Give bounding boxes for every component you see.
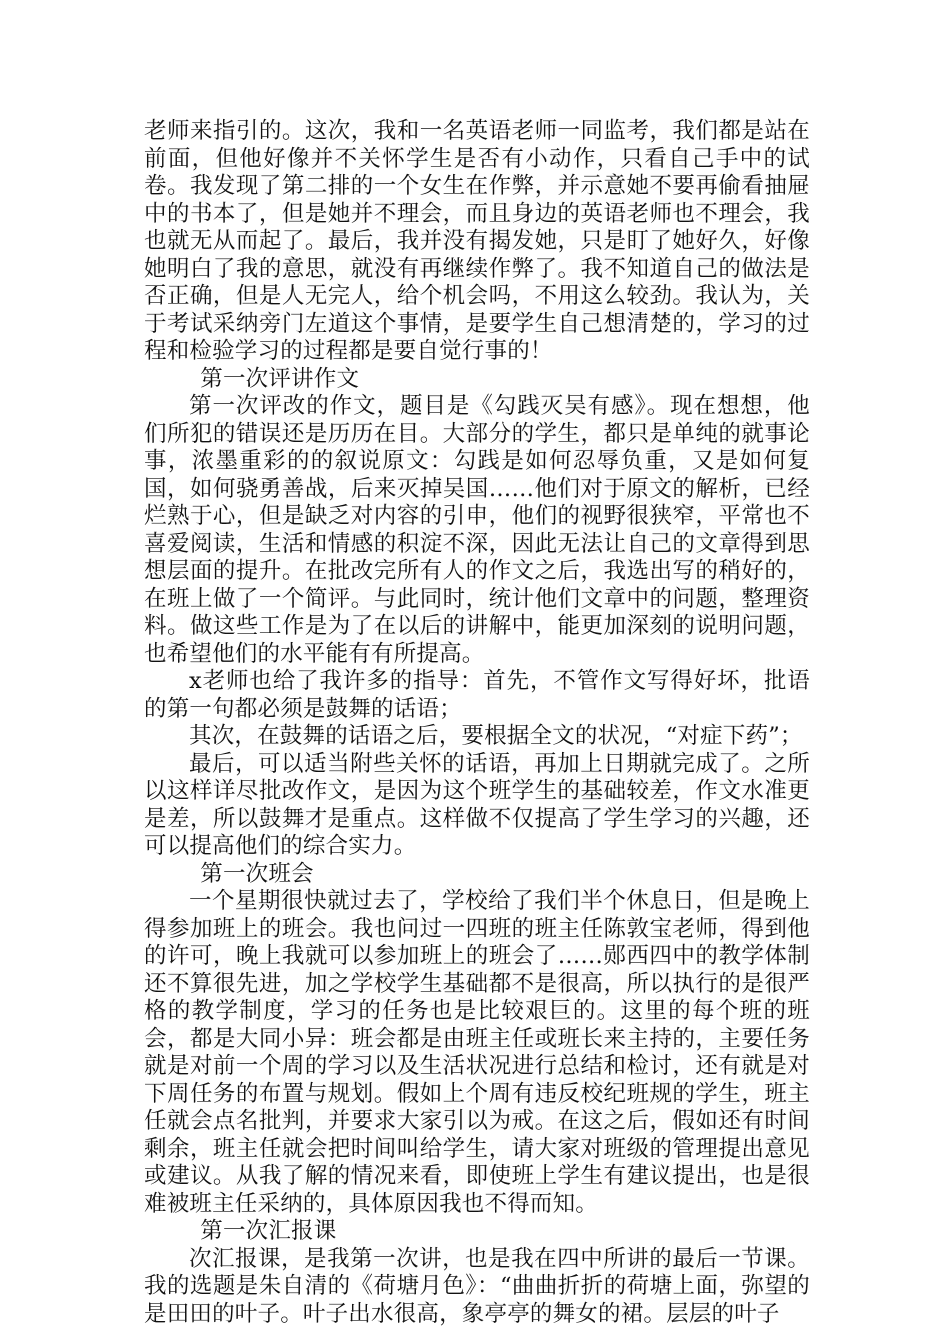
body-paragraph: 第一次评改的作文，题目是《勾践灭吴有感》。现在想想，他们所犯的错误还是历历在目。大部分的学生，都只是单纯的就事论事，浓墨重彩的的叙说原文：勾践是如何忍辱负重，又是如何复国，如何骁勇善战，后来灭掉吴国……他们对于原文的解析，已经烂熟于心，但是缺乏对内容的引申，他们的视野很狭窄，平常也不喜爱阅读，生活和情感的积淀不深，因此无法让自己的文章得到思想层面的提升。在批改完所有人的作文之后，我选出写的稍好的，在班上做了一个简评。与此同时，统计他们文章中的问题，整理资料。做这些工作是为了在以后的讲解中，能更加深刻的说明问题，也希望他们的水平能有有所提高。 (144, 393, 810, 667)
body-paragraph: 其次，在鼓舞的话语之后，要根据全文的状况，“对症下药”； (189, 723, 803, 749)
body-paragraph: 一个星期很快就过去了，学校给了我们半个休息日，但是晚上得参加班上的班会。我也问过一四班的班主任陈敦宝老师，得到他的许可，晚上我就可以参加班上的班会了……郧西四中的教学体制还不算很先进，加之学校学生基础都不是很高，所以执行的是很严格的教学制度，学习的任务也是比较艰巨的。这里的每个班的班会，都是大同小异：班会都是由班主任或班长来主持的，主要任务就是对前一个周的学习以及生活状况进行总结和检讨，还有就是对下周任务的布置与规划。假如上个周有违反校纪班规的学生，班主任就会点名批判，并要求大家引以为戒。在这之后，假如还有时间剩余，班主任就会把时间叫给学生，请大家对班级的管理提出意见或建议。从我了解的情况来看，即使班上学生有建议提出，也是很难被班主任采纳的，具体原因我也不得而知。 (144, 888, 810, 1217)
section-heading: 第一次班会 (200, 860, 314, 887)
body-paragraph: 老师来指引的。这次，我和一名英语老师一同监考，我们都是站在前面，但他好像并不关怀学生是否有小动作，只看自己手中的试卷。我发现了第二排的一个女生在作弊，并示意她不要再偷看抽屉中的书本了，但是她并不理会，而且身边的英语老师也不理会，我也就无从而起了。最后，我并没有揭发她，只是盯了她好久，好像她明白了我的意思，就没有再继续作弊了。我不知道自己的做法是否正确，但是人无完人，给个机会吗，不用这么较劲。我认为，关于考试采纳旁门左道这个事情，是要学生自己想清楚的，学习的过程和检验学习的过程都是要自觉行事的！ (144, 118, 810, 364)
section-heading: 第一次汇报课 (200, 1218, 337, 1244)
body-paragraph: x老师也给了我许多的指导：首先，不管作文写得好坏，批语的第一句都必须是鼓舞的话语； (144, 668, 810, 722)
body-paragraph: 最后，可以适当附些关怀的话语，再加上日期就完成了。之所以这样详尽批改作文，是因为这个班学生的基础较差，作文水准更是差，所以鼓舞才是重点。这样做不仅提高了学生学习的兴趣，还可以提高他们的综合实力。 (144, 750, 810, 859)
section-heading: 第一次评讲作文 (200, 365, 360, 392)
body-paragraph: 次汇报课，是我第一次讲，也是我在四中所讲的最后一节课。我的选题是朱自清的《荷塘月色》：“曲曲折折的荷塘上面，弥望的是田田的叶子。叶子出水很高，象亭亭的舞女的裙。层层的叶子 (144, 1245, 810, 1327)
